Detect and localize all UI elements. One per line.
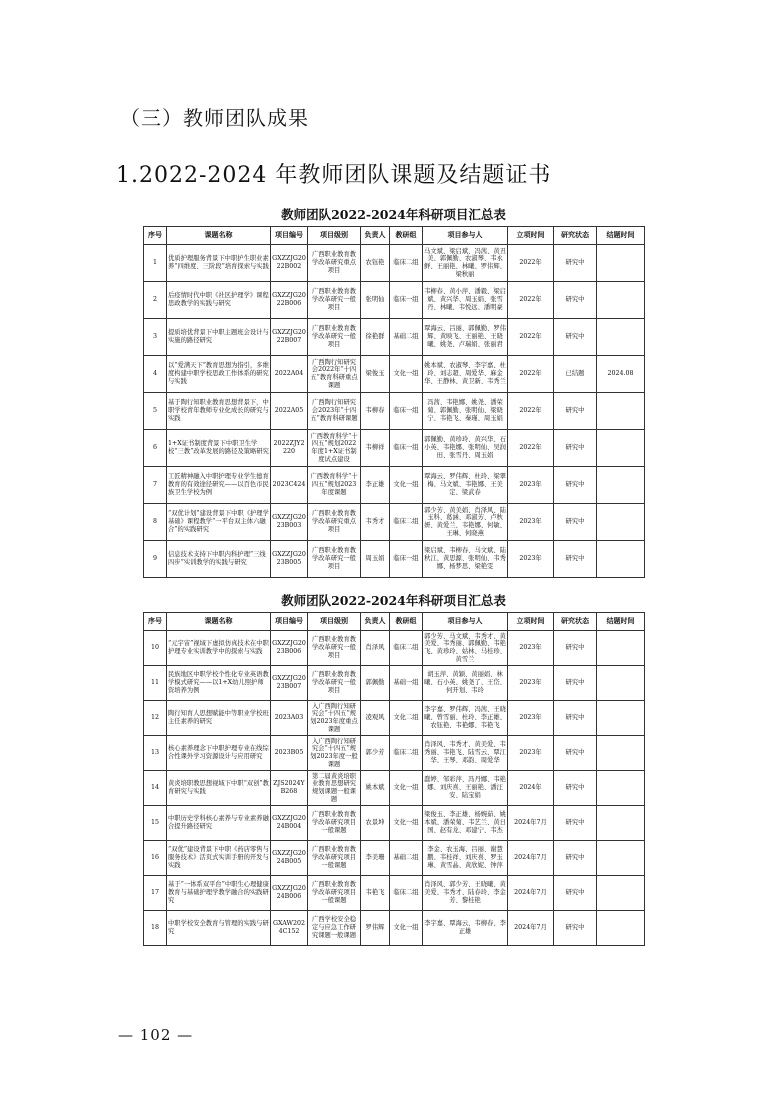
start-date: 2024年7月 xyxy=(508,841,554,876)
teaching-group: 临床二组 xyxy=(390,245,423,282)
project-level: 广西职业教育教学改革研究一般项目 xyxy=(308,282,361,319)
research-status: 研究中 xyxy=(554,319,597,356)
end-date: 2024.08 xyxy=(597,356,645,393)
table-row xyxy=(144,701,645,736)
project-members: 覃海云、罗伟辉、杜玲、梁翠梅、马文斌、韦艳娜、王美定、梁武春 xyxy=(423,467,508,504)
teaching-group: 基础二组 xyxy=(390,841,423,876)
project-leader: 姚本斌 xyxy=(361,771,390,806)
teaching-group: 临床二组 xyxy=(390,504,423,541)
table-row xyxy=(144,245,645,282)
teaching-group: 文化一组 xyxy=(390,771,423,806)
project-level: 广西职业教育教学改革研究重点项目 xyxy=(308,504,361,541)
teaching-group: 临床一组 xyxy=(390,282,423,319)
teaching-group: 文化一组 xyxy=(390,806,423,841)
table-row xyxy=(144,666,645,701)
project-name: 中职学校安全教育与管理的实践与研究 xyxy=(167,911,271,946)
project-level: 入广西陶行知研究会“十四五”规划2023年度重点课题 xyxy=(308,701,361,736)
project-level: 广西职业教育教学改革研究项目一般课题 xyxy=(308,806,361,841)
research-status: 研究中 xyxy=(554,911,597,946)
table-row xyxy=(144,430,645,467)
research-status: 研究中 xyxy=(554,666,597,701)
teaching-group: 临床二组 xyxy=(390,736,423,771)
table-row xyxy=(144,504,645,541)
project-level: 广西教育科学“十四五”规划2022年度1+X证书制度试点建设 xyxy=(308,430,361,467)
project-level: 广西陶行知研究会2023年“十四五”教育科研课题 xyxy=(308,393,361,430)
page-number: — 102 — xyxy=(118,1026,194,1044)
project-level: 广西职业教育教学改革研究重点项目 xyxy=(308,245,361,282)
end-date xyxy=(597,319,645,356)
project-members: 郭佩勤、黄珍玲、黄兴华、石小英、韦艳娜、张明仙、吴润田、张雪丹、周玉娟 xyxy=(423,430,508,467)
project-level: 广西教育科学“十四五”规划2023年度课题 xyxy=(308,467,361,504)
row-number: 11 xyxy=(144,666,167,701)
project-leader: 梁俊玉 xyxy=(361,356,390,393)
project-leader: 张明仙 xyxy=(361,282,390,319)
research-status: 研究中 xyxy=(554,736,597,771)
end-date xyxy=(597,282,645,319)
table-row xyxy=(144,806,645,841)
table-title: 教师团队2022-2024年科研项目汇总表 xyxy=(281,207,506,222)
project-name: 基于陶行知职业教育思想背景下，中职学校青年教师专业化成长的研究与实践 xyxy=(167,393,271,430)
project-level: 广西学校安全稳定与应急工作研究课题一般课题 xyxy=(308,911,361,946)
column-header: 项目级别 xyxy=(308,227,361,245)
project-name: 黄炎培职教思想视域下中职“双创”教育研究与实践 xyxy=(167,771,271,806)
project-members: 肖泽风、韦秀才、黄美爱、韦秀丽、韦艳飞、陆雪云、覃江华、王琴、邓韵、周爱华 xyxy=(423,736,508,771)
sub-heading: 1.2022-2024 年教师团队课题及结题证书 xyxy=(116,163,552,188)
row-number: 13 xyxy=(144,736,167,771)
start-date: 2022年 xyxy=(508,356,554,393)
project-name: 民族地区中职学校个性化专业英语教学模式研究——以1+X幼儿照护师资培养为例 xyxy=(167,666,271,701)
project-name: 1+X证书制度背景下中职卫生学校“三教”改革发展的路径及策略研究 xyxy=(167,430,271,467)
table-row xyxy=(144,467,645,504)
column-header: 项目编号 xyxy=(271,227,308,245)
table-row xyxy=(144,736,645,771)
project-level: 广西职业教育教学改革研究一般项目 xyxy=(308,541,361,578)
start-date: 2024年7月 xyxy=(508,876,554,911)
row-number: 8 xyxy=(144,504,167,541)
column-header: 课题名称 xyxy=(167,613,271,631)
project-code: GXAW2024C152 xyxy=(271,911,308,946)
row-number: 17 xyxy=(144,876,167,911)
project-members: 郭少芳、马文斌、韦秀才、黄美爱、韦秀丽、郭佩勤、韦艳飞、黄珍玲、姑林、马桂珍、黄雪兰 xyxy=(423,631,508,666)
row-number: 2 xyxy=(144,282,167,319)
end-date xyxy=(597,393,645,430)
project-table xyxy=(143,612,645,946)
row-number: 1 xyxy=(144,245,167,282)
project-level: 广西陶行知研究会2022年“十四五”教育科研重点课题 xyxy=(308,356,361,393)
project-code: 2023B05 xyxy=(271,736,308,771)
project-code: GXZZJG2024B004 xyxy=(271,806,308,841)
teaching-group: 临床一组 xyxy=(390,541,423,578)
start-date: 2023年 xyxy=(508,736,554,771)
start-date: 2022年 xyxy=(508,319,554,356)
start-date: 2022年 xyxy=(508,430,554,467)
project-code: GXZZJG2023B003 xyxy=(271,504,308,541)
row-number: 18 xyxy=(144,911,167,946)
project-leader: 韦艳飞 xyxy=(361,876,390,911)
project-members: 冯茜、韦艳娜、姚尧、潘荣菊、郭佩勤、张明仙、梁晓宁、韦艳飞、秦瑾、周玉娟 xyxy=(423,393,508,430)
end-date xyxy=(597,806,645,841)
table-row xyxy=(144,631,645,666)
project-leader: 农钰艳 xyxy=(361,245,390,282)
research-status: 已结题 xyxy=(554,356,597,393)
table-row xyxy=(144,841,645,876)
start-date: 2022年 xyxy=(508,282,554,319)
end-date xyxy=(597,911,645,946)
research-status: 研究中 xyxy=(554,806,597,841)
project-level: 广西职业教育教学改革研究一般项目 xyxy=(308,666,361,701)
research-table-2 xyxy=(143,590,644,946)
table-row xyxy=(144,356,645,393)
row-number: 16 xyxy=(144,841,167,876)
row-number: 14 xyxy=(144,771,167,806)
project-level: 第二届黄炎培职业教育思想研究规划课题一般课题 xyxy=(308,771,361,806)
research-status: 研究中 xyxy=(554,631,597,666)
column-header: 研究状态 xyxy=(554,227,597,245)
column-header: 序号 xyxy=(144,613,167,631)
table-row xyxy=(144,393,645,430)
project-members: 姚本斌、农淑琴、李宇嘉、杜玲、刘志超、周爱华、麻金华、王静林、黄卫新、韦秀兰 xyxy=(423,356,508,393)
project-code: 2022A04 xyxy=(271,356,308,393)
project-members: 李金、农玉海、吕丽、谢慧鹏、韦桂祥、刘庆喜、罗玉琳、黄雪晶、黄欣妮、钟萍 xyxy=(423,841,508,876)
project-members: 郭少芳、黄美娟、肖泽风、陆玉科、葛涵、邓淑芳、卢秋妍、黄爱兰、韦艳娜、何敏、王琳、何晓燕 xyxy=(423,504,508,541)
project-code: 2022A05 xyxy=(271,393,308,430)
teaching-group: 临床二组 xyxy=(390,631,423,666)
row-number: 5 xyxy=(144,393,167,430)
research-status: 研究中 xyxy=(554,245,597,282)
research-table-1 xyxy=(143,204,644,578)
teaching-group: 临床二组 xyxy=(390,876,423,911)
teaching-group: 文化二组 xyxy=(390,701,423,736)
table-title: 教师团队2022-2024年科研项目汇总表 xyxy=(281,593,506,608)
start-date: 2022年 xyxy=(508,245,554,282)
project-members: 李宇嘉、覃海云、韦柳春、李正雄 xyxy=(423,911,508,946)
project-level: 广西职业教育教学改革研究项目一般课题 xyxy=(308,876,361,911)
project-name: 工匠精神融入中职护理专业学生德育教育的有效途径研究——以百色市民族卫生学校为例 xyxy=(167,467,271,504)
project-leader: 徐艳群 xyxy=(361,319,390,356)
project-members: 梁启斌、韦柳春、马文斌、陆秋江、黄思源、张明仙、韦秀娜、杨梦思、梁艳雯 xyxy=(423,541,508,578)
project-code: GXZZJG2022B002 xyxy=(271,245,308,282)
project-members: 覃海云、吕丽、郭佩勤、罗伟辉、黄映飞、王丽艳、王晓曦、姚尧、卢瑞娟、张丽君 xyxy=(423,319,508,356)
project-leader: 韦柳春 xyxy=(361,393,390,430)
end-date xyxy=(597,876,645,911)
start-date: 2024年 xyxy=(508,771,554,806)
start-date: 2022年 xyxy=(508,393,554,430)
project-leader: 郭少芳 xyxy=(361,736,390,771)
column-header: 项目级别 xyxy=(308,613,361,631)
project-name: 后疫情时代中职《社区护理学》课程思政教学的实践与研究 xyxy=(167,282,271,319)
end-date xyxy=(597,771,645,806)
project-code: GXZZJG2023B006 xyxy=(271,631,308,666)
project-code: 2023C424 xyxy=(271,467,308,504)
project-leader: 李美珊 xyxy=(361,841,390,876)
project-leader: 肖泽风 xyxy=(361,631,390,666)
column-header: 项目参与人 xyxy=(423,227,508,245)
end-date xyxy=(597,467,645,504)
start-date: 2023年 xyxy=(508,504,554,541)
end-date xyxy=(597,245,645,282)
table-row xyxy=(144,282,645,319)
row-number: 4 xyxy=(144,356,167,393)
project-members: 蠢婷、邹彩萍、冯丹娜、韦艳娜、刘庆喜、王丽艳、潘汪安、陆宝娟 xyxy=(423,771,508,806)
project-name: 以“爱满天下”教育思想为指引，多维度构建中职学校思政工作体系的研究与实践 xyxy=(167,356,271,393)
column-header: 教研组 xyxy=(390,227,423,245)
start-date: 2024年7月 xyxy=(508,806,554,841)
end-date xyxy=(597,541,645,578)
column-header: 立项时间 xyxy=(508,613,554,631)
project-name: “元宇宙”视域下虚拟仿真技术在中职护理专业实训教学中的探索与实践 xyxy=(167,631,271,666)
research-status: 研究中 xyxy=(554,701,597,736)
project-table xyxy=(143,226,645,578)
start-date: 2023年 xyxy=(508,631,554,666)
project-level: 广西职业教育教学改革研究一般项目 xyxy=(308,631,361,666)
project-code: GXZZJG2022B007 xyxy=(271,319,308,356)
project-members: 李宇嘉、罗伟辉、冯茜、王晓曦、曾雪丽、杜玲、李正雄、农钰艳、韦艳娜、韦艳飞 xyxy=(423,701,508,736)
row-number: 9 xyxy=(144,541,167,578)
project-members: 马文斌、梁启斌、冯茜、黄丑美、郭佩勤、农淑琴、韦永鲜、王丽艳、林曦、罗伟辉、梁秋丽 xyxy=(423,245,508,282)
project-leader: 郭佩勤 xyxy=(361,666,390,701)
project-leader: 凌观风 xyxy=(361,701,390,736)
start-date: 2023年 xyxy=(508,467,554,504)
row-number: 3 xyxy=(144,319,167,356)
column-header: 负责人 xyxy=(361,613,390,631)
column-header: 序号 xyxy=(144,227,167,245)
project-code: GXZZJG2024B006 xyxy=(271,876,308,911)
column-header: 结题时间 xyxy=(597,613,645,631)
project-code: 2023A03 xyxy=(271,701,308,736)
research-status: 研究中 xyxy=(554,467,597,504)
end-date xyxy=(597,631,645,666)
project-name: 基于“一体系双平台”中职生心理健康教育与基础护理学教学融合的实践研究 xyxy=(167,876,271,911)
row-number: 7 xyxy=(144,467,167,504)
end-date xyxy=(597,841,645,876)
project-name: 核心素养理念下中职护理专业在线综合性课外学习资源设计与应用研究 xyxy=(167,736,271,771)
project-name: “双优”建设背景下中职《药店零售与服务技术》活页式实训手册的开发与实践 xyxy=(167,841,271,876)
row-number: 12 xyxy=(144,701,167,736)
row-number: 6 xyxy=(144,430,167,467)
teaching-group: 临床一组 xyxy=(390,393,423,430)
column-header: 项目参与人 xyxy=(423,613,508,631)
project-leader: 农景坤 xyxy=(361,806,390,841)
project-name: “双优计划”建设背景下中职《护理学基础》课程教学“一平台双主体六融合”的实践研究 xyxy=(167,504,271,541)
project-leader: 周玉娟 xyxy=(361,541,390,578)
project-name: 提质培优背景下中职主题班会设计与实施的路径研究 xyxy=(167,319,271,356)
section-heading: （三）教师团队成果 xyxy=(120,106,309,130)
research-status: 研究中 xyxy=(554,541,597,578)
column-header: 负责人 xyxy=(361,227,390,245)
teaching-group: 文化一组 xyxy=(390,467,423,504)
table-header-row xyxy=(144,227,645,245)
start-date: 2023年 xyxy=(508,666,554,701)
column-header: 立项时间 xyxy=(508,227,554,245)
table-row xyxy=(144,541,645,578)
research-status: 研究中 xyxy=(554,282,597,319)
project-code: 2022ZJY2220 xyxy=(271,430,308,467)
project-code: GXZZJG2023B005 xyxy=(271,541,308,578)
row-number: 10 xyxy=(144,631,167,666)
project-code: GXZZJG2022B006 xyxy=(271,282,308,319)
project-members: 胡玉萍、黄颖、黄丽娟、林曦、石小英、姚尧了、王岱、何开划、韦玲 xyxy=(423,666,508,701)
teaching-group: 文化一组 xyxy=(390,356,423,393)
column-header: 研究状态 xyxy=(554,613,597,631)
table-row xyxy=(144,876,645,911)
project-level: 广西职业教育教学改革研究一般项目 xyxy=(308,319,361,356)
project-members: 韦柳春、黄小萍、潘毅、梁启斌、黄兴华、周玉娟、张雪丹、林曦、韦悦远、潘明豪 xyxy=(423,282,508,319)
project-name: 中职历史学科核心素养与专业素养融合提升路径研究 xyxy=(167,806,271,841)
start-date: 2024年7月 xyxy=(508,911,554,946)
project-name: 陶行知育人思想赋能中等职业学校班主任素养的研究 xyxy=(167,701,271,736)
research-status: 研究中 xyxy=(554,771,597,806)
project-name: 优质护理服务背景下中职护生职业素养“四维度、三阶段”培育探索与实践 xyxy=(167,245,271,282)
end-date xyxy=(597,430,645,467)
research-status: 研究中 xyxy=(554,504,597,541)
table-row xyxy=(144,771,645,806)
start-date: 2023年 xyxy=(508,701,554,736)
project-members: 梁俊玉、李正雄、杨婉茹、姚本斌、潘荣菊、韦艺兰、黄日国、赵有龙、邓建宁、韦杰 xyxy=(423,806,508,841)
project-code: ZJS2024YB268 xyxy=(271,771,308,806)
project-code: GXZZJG2024B005 xyxy=(271,841,308,876)
column-header: 课题名称 xyxy=(167,227,271,245)
teaching-group: 基础二组 xyxy=(390,319,423,356)
research-status: 研究中 xyxy=(554,393,597,430)
start-date: 2023年 xyxy=(508,541,554,578)
teaching-group: 文化一组 xyxy=(390,911,423,946)
research-status: 研究中 xyxy=(554,876,597,911)
row-number: 15 xyxy=(144,806,167,841)
research-status: 研究中 xyxy=(554,841,597,876)
project-leader: 罗伟辉 xyxy=(361,911,390,946)
research-status: 研究中 xyxy=(554,430,597,467)
project-code: GXZZJG2023B007 xyxy=(271,666,308,701)
project-leader: 李正雄 xyxy=(361,467,390,504)
column-header: 结题时间 xyxy=(597,227,645,245)
end-date xyxy=(597,666,645,701)
project-level: 广西职业教育教学改革研究项目一般课题 xyxy=(308,841,361,876)
project-name: 信息技术支持下中职内科护理“三线四步”实训教学的实践与研究 xyxy=(167,541,271,578)
teaching-group: 临床一组 xyxy=(390,430,423,467)
end-date xyxy=(597,701,645,736)
project-leader: 韦柳祥 xyxy=(361,430,390,467)
end-date xyxy=(597,504,645,541)
column-header: 项目编号 xyxy=(271,613,308,631)
table-row xyxy=(144,911,645,946)
project-leader: 韦秀才 xyxy=(361,504,390,541)
project-members: 肖泽风、郭少芳、王晓曦、黄美爱、韦秀才、陆春玲、李金芳、黎桂艳 xyxy=(423,876,508,911)
end-date xyxy=(597,736,645,771)
table-row xyxy=(144,319,645,356)
column-header: 教研组 xyxy=(390,613,423,631)
project-level: 入广西陶行知研究会“十四五”规划2023年度一般课题 xyxy=(308,736,361,771)
teaching-group: 基础一组 xyxy=(390,666,423,701)
table-header-row xyxy=(144,613,645,631)
